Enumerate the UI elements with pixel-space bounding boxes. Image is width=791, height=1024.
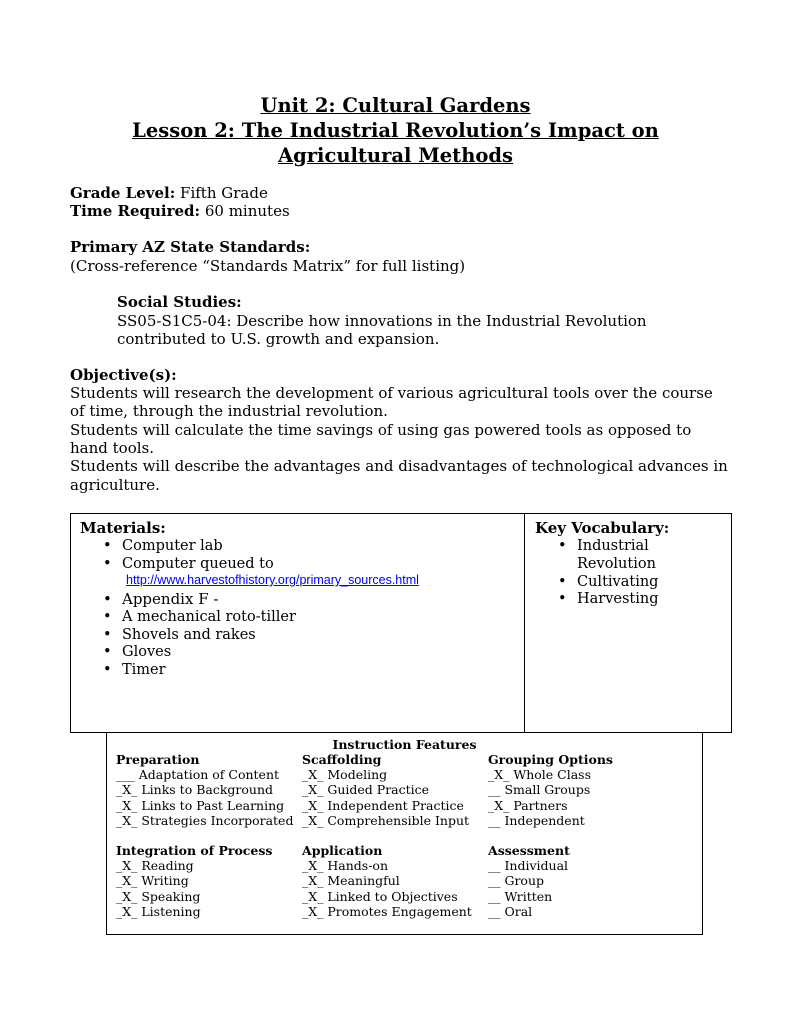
checklist-item: _X_ Guided Practice [302,782,430,798]
grade-value: Fifth Grade [175,184,268,202]
preparation-column [116,752,293,828]
checklist-item: _X_ Linked to Objectives [302,888,458,904]
checklist-item: _X_ Reading [116,858,194,874]
instruction-features-title: Instruction Features [332,737,477,752]
materials-item: • Computer lab [100,538,520,556]
checklist-item: __ Independent [488,812,585,828]
objective-line: of time, through the industrial revolution. [70,402,388,420]
time-value: 60 minutes [200,202,290,220]
unit-title: Unit 2: Cultural Gardens [260,94,531,117]
table-divider [524,513,525,733]
checklist-item: __ Oral [488,903,533,919]
scaffolding-column [302,752,469,828]
checklist-item: _X_ Links to Past Learning [116,797,285,813]
objective-line: Students will describe the advantages and disadvantages of technological advances in [70,457,728,475]
column-heading: Assessment [488,843,570,858]
standard-line-1: SS05-S1C5-04: Describe how innovations in the Industrial Revolution [117,312,647,330]
objective-line: agriculture. [70,476,160,494]
vocabulary-item: • Cultivating [555,574,725,592]
materials-heading: Materials: [80,519,166,537]
materials-item: • A mechanical roto-tiller [100,609,520,627]
vocabulary-item: • Industrial Revolution [555,538,725,574]
checklist-item: __ Individual [488,858,569,874]
checklist-item: _X_ Meaningful [302,873,400,889]
checklist-item: ___ Adaptation of Content [116,767,280,783]
social-studies-heading: Social Studies: [117,293,242,311]
standard-line-2: contributed to U.S. growth and expansion. [117,330,440,348]
column-heading: Scaffolding [302,752,382,767]
materials-item: • Timer [100,662,520,680]
checklist-item: _X_ Modeling [302,767,388,783]
grouping-options-column [488,752,613,828]
vocabulary-heading: Key Vocabulary: [535,519,670,537]
checklist-item: _X_ Whole Class [488,767,592,783]
checklist-item: _X_ Writing [116,873,189,889]
time-required [70,202,290,221]
vocabulary-item: • Harvesting [555,591,725,609]
application-column [302,843,472,919]
vocabulary-list [555,538,725,609]
objective-line: hand tools. [70,439,154,457]
checklist-item: _X_ Listening [116,903,201,919]
checklist-item: _X_ Promotes Engagement [302,903,472,919]
checklist-item: _X_ Comprehensible Input [302,812,470,828]
materials-list [100,591,520,680]
materials-item: • Appendix F - [100,591,520,609]
column-heading: Application [302,843,383,858]
lesson-title-line1: Lesson 2: The Industrial Revolution’s Impact on [132,119,659,142]
column-heading: Integration of Process [116,843,273,858]
column-heading: Preparation [116,752,200,767]
lesson-title-line2: Agricultural Methods [278,144,513,167]
materials-item: • Shovels and rakes [100,627,520,645]
checklist-item: _X_ Strategies Incorporated [116,812,294,828]
checklist-item: _X_ Independent Practice [302,797,464,813]
checklist-item: __ Written [488,888,553,904]
grade-level [70,184,268,203]
assessment-column [488,843,570,919]
checklist-item: _X_ Hands-on [302,858,388,874]
standards-note: (Cross-reference “Standards Matrix” for full listing) [70,257,466,275]
standards-heading: Primary AZ State Standards: [70,238,311,256]
materials-list [100,538,520,574]
checklist-item: __ Small Groups [488,782,591,798]
column-heading: Grouping Options [488,752,613,767]
time-label: Time Required: [70,202,201,220]
objective-line: Students will calculate the time savings of using gas powered tools as opposed to [70,421,692,439]
grade-label: Grade Level: [70,184,176,202]
checklist-item: _X_ Speaking [116,888,201,904]
checklist-item: _X_ Links to Background [116,782,274,798]
integration-column [116,843,272,919]
checklist-item: __ Group [488,873,545,889]
materials-item: • Computer queued to [100,556,520,574]
primary-sources-link[interactable]: http://www.harvestofhistory.org/primary_sources.html [126,573,419,587]
materials-item: • Gloves [100,644,520,662]
objective-line: Students will research the development of various agricultural tools over the course [70,384,713,402]
checklist-item: _X_ Partners [488,797,568,813]
objectives-heading: Objective(s): [70,366,177,384]
